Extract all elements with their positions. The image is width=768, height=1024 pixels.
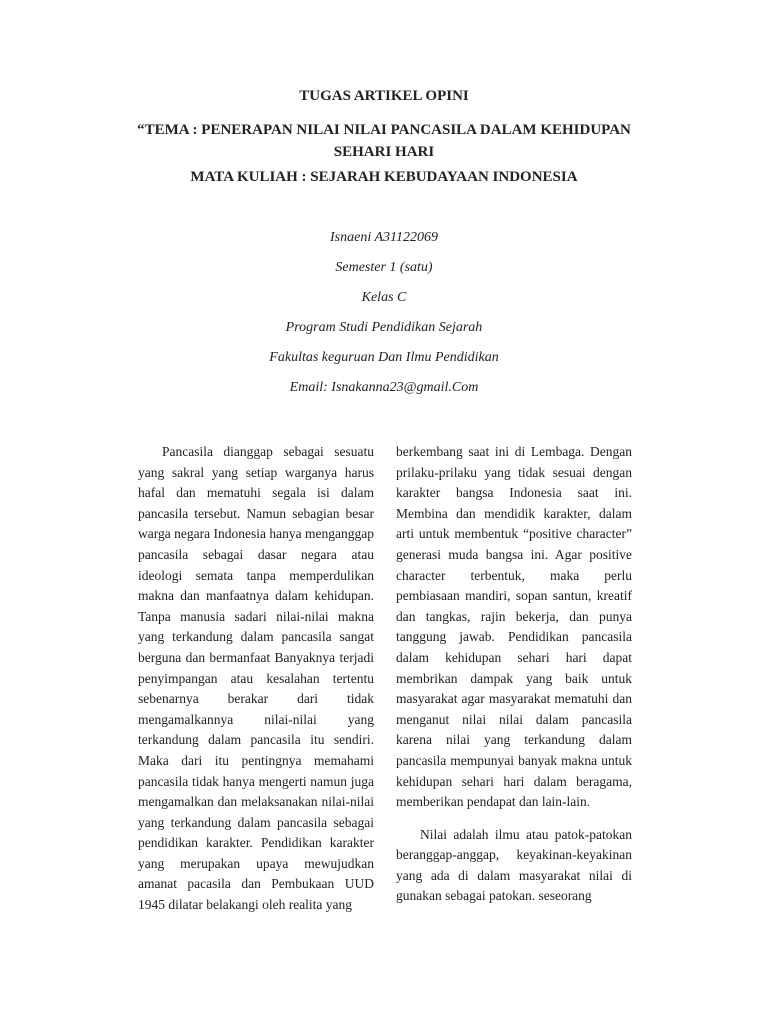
author-program: Program Studi Pendidikan Sejarah: [285, 320, 483, 335]
body-paragraph: Nilai adalah ilmu atau patok-patokan beranggap-anggap, keyakinan-keyakinan yang ada di dalam masyarakat nilai di gunakan sebagai patokan. seseorang: [396, 826, 632, 904]
theme-heading-line-1: “TEMA : PENERAPAN NILAI NILAI PANCASILA DALAM KEHIDUPAN: [137, 122, 631, 138]
theme-heading-line-2: SEHARI HARI: [333, 144, 435, 160]
author-name-id: Isnaeni A31122069: [330, 230, 438, 245]
body-paragraph: Pancasila dianggap sebagai sesuatu yang sakral yang setiap warganya harus hafal dan mematuhi segala isi dalam pancasila tersebut. Namun sebagian besar warga negara Indonesia hanya menganggap pancasila sebagai dasar negara atau ideologi semata tanpa memperdulikan makna dan manfaatnya dalam kehidupan. Tanpa manusia sadari nilai-nilai makna yang terkandung dalam pancasila sangat berguna dan bermanfaat Banyaknya terjadi penyimpangan atau kesalahan tertentu sebenarnya berakar dari tidak mengamalkannya nilai-nilai yang terkandung dalam pancasila itu sendiri. Maka dari itu pentingnya memahami pancasila tidak hanya mengerti namun juga mengamalkan dan melaksanakan nilai-nilai yang terkandung dalam pancasila sebagai pendidikan karakter. Pendidikan karakter yang merupakan upaya mewujudkan amanat pacasila dan Pembukaan UUD 1945 dilatar belakangi oleh realita yang: [138, 444, 374, 913]
body-column-right: [396, 442, 632, 907]
body-paragraph: berkembang saat ini di Lembaga. Dengan prilaku-prilaku yang tidak sesuai dengan karakter bangsa Indonesia saat ini. Membina dan mendidik karakter, dalam arti untuk membentuk “positive character” generasi muda bangsa ini. Agar positive character terbentuk, maka perlu pembiasaan mandiri, sopan santun, kreatif dan tangkas, rajin bekerja, dan punya tanggung jawab. Pendidikan pancasila dalam kehidupan sehari hari dapat membrikan dampak yang baik untuk masyarakat agar masyarakat mematuhi dan menganut nilai nilai dalam pancasila karena nilai yang terkandung dalam pancasila mempunyai banyak makna untuk kehidupan sehari hari dalam beragama, memberikan pendapat dan lain-lain.: [396, 444, 632, 810]
course-heading: MATA KULIAH : SEJARAH KEBUDAYAAN INDONESIA: [190, 169, 578, 185]
document-title: TUGAS ARTIKEL OPINI: [299, 88, 469, 104]
author-class: Kelas C: [361, 290, 407, 305]
author-faculty: Fakultas keguruan Dan Ilmu Pendidikan: [269, 350, 499, 365]
theme-heading: [0, 119, 768, 163]
body-column-left: [138, 442, 374, 916]
author-email: Email: Isnakanna23@gmail.Com: [289, 380, 479, 395]
author-semester: Semester 1 (satu): [335, 260, 433, 275]
